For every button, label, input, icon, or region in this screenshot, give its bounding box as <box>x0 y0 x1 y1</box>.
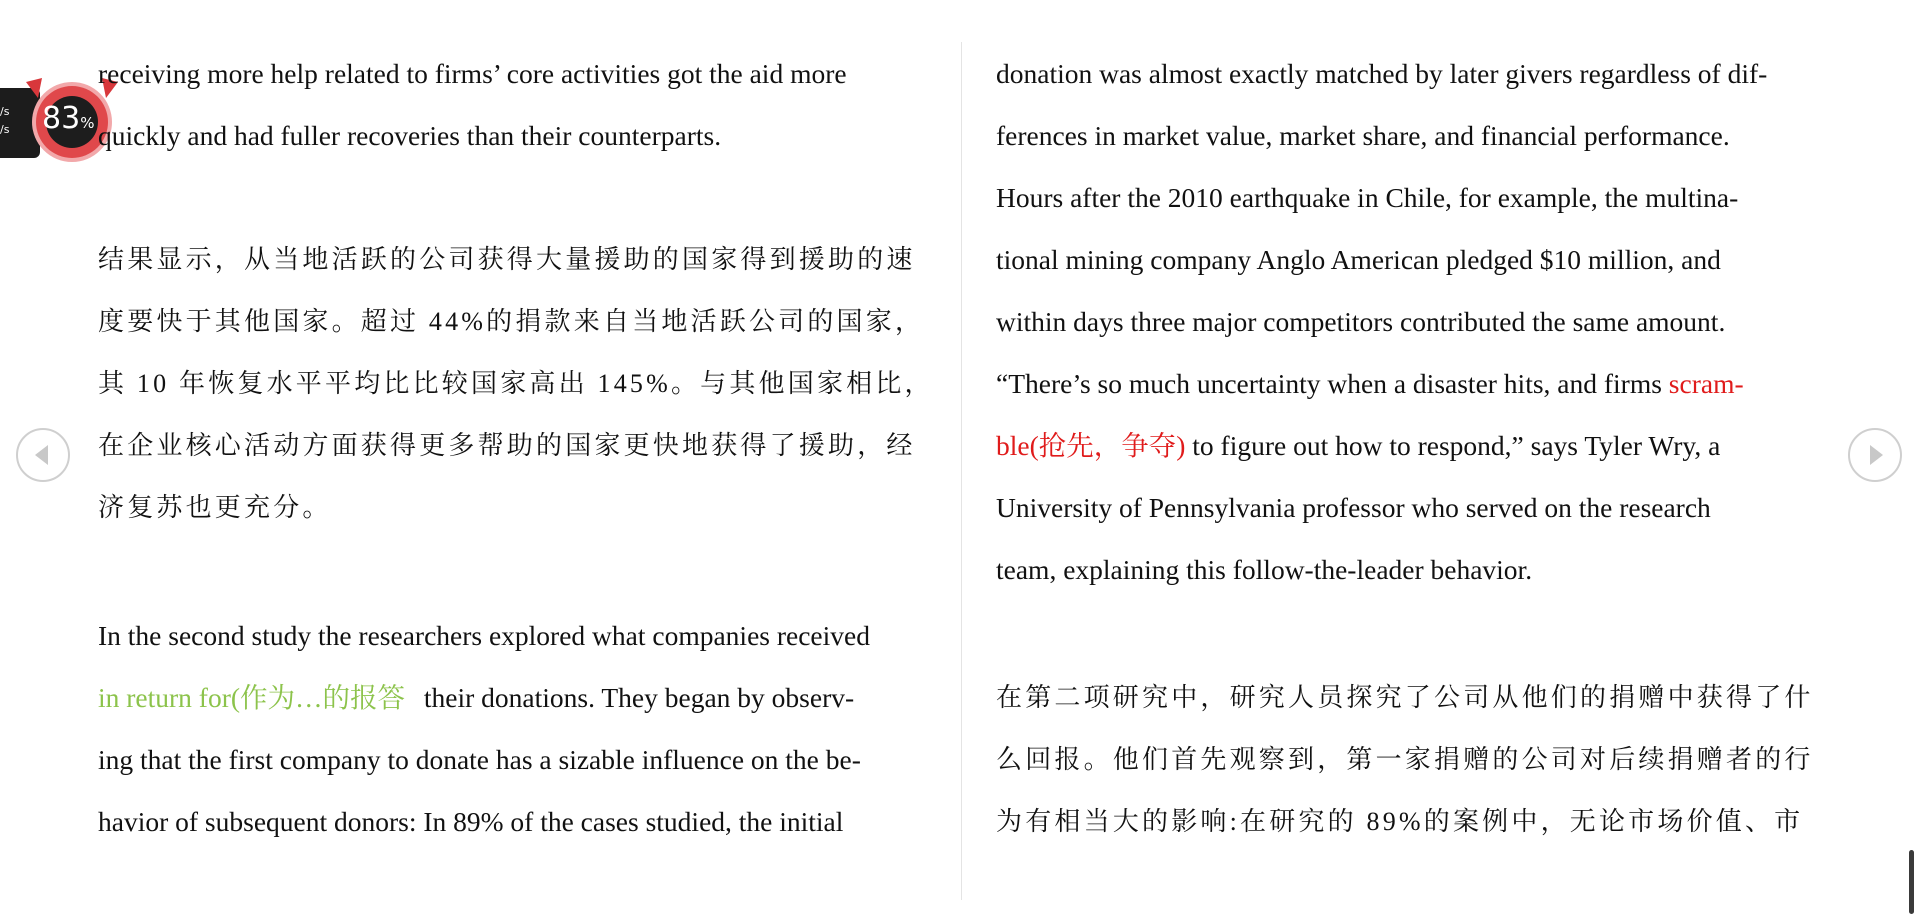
previous-page-button[interactable] <box>16 428 70 482</box>
vocab-highlight[interactable]: in return for(作为…的报答 <box>98 682 406 713</box>
text-line: havior of subsequent donors: In 89% of the cases studied, the initial <box>98 806 844 837</box>
chevron-right-icon <box>1850 430 1900 480</box>
next-page-button[interactable] <box>1848 428 1902 482</box>
text-line: receiving more help related to firms’ core activities got the aid more <box>98 58 847 89</box>
cn-text-line: 结果显示，从当地活跃的公司获得大量援助的国家得到援助的速 <box>98 245 916 274</box>
text-span: “There’s so much uncertainty when a disaster hits, and firms <box>996 368 1669 399</box>
vocab-highlight[interactable]: ble(抢先，争夺) <box>996 430 1186 461</box>
text-line: ing that the first company to donate has a sizable influence on the be- <box>98 744 861 775</box>
memory-usage-percent <box>42 102 102 140</box>
text-line <box>996 364 1744 404</box>
text-line: within days three major competitors contributed the same amount. <box>996 306 1726 337</box>
text-span: their donations. They began by observ- <box>423 682 855 713</box>
cn-text-line: 为有相当大的影响:在研究的 89%的案例中，无论市场价值、市 <box>996 807 1804 836</box>
right-page <box>996 0 1826 914</box>
chevron-left-icon <box>18 430 68 480</box>
cn-text-line: 么回报。他们首先观察到，第一家捐赠的公司对后续捐赠者的行 <box>996 745 1814 774</box>
page-divider <box>961 42 962 900</box>
text-line: University of Pennsylvania professor who served on the research <box>996 492 1711 523</box>
text-line: In the second study the researchers explored what companies received <box>98 620 870 651</box>
cn-text-line: 度要快于其他国家。超过 44%的捐款来自当地活跃公司的国家， <box>98 307 925 336</box>
left-page <box>98 0 934 914</box>
vocab-highlight[interactable]: scram- <box>1668 368 1744 399</box>
text-line: tional mining company Anglo American pledged $10 million, and <box>996 244 1721 275</box>
percent-value: 83 <box>42 101 81 136</box>
cn-text-line: 其 10 年恢复水平平均比比较国家高出 145%。与其他国家相比， <box>98 369 934 398</box>
cn-text-line: 在企业核心活动方面获得更多帮助的国家更快地获得了援助，经 <box>98 431 916 460</box>
text-line: quickly and had fuller recoveries than their counterparts. <box>98 120 722 151</box>
download-rate: /s <box>0 123 10 136</box>
text-line: donation was almost exactly matched by later givers regardless of dif- <box>996 58 1768 89</box>
upload-rate: /s <box>0 105 10 118</box>
text-line <box>98 678 854 718</box>
percent-symbol: % <box>80 114 95 132</box>
scrollbar-thumb[interactable] <box>1909 850 1914 914</box>
cn-text-line: 济复苏也更充分。 <box>98 493 332 522</box>
cn-text-line: 在第二项研究中，研究人员探究了公司从他们的捐赠中获得了什 <box>996 683 1814 712</box>
text-span: to figure out how to respond,” says Tyler Wry, a <box>1185 430 1721 461</box>
text-line: team, explaining this follow-the-leader behavior. <box>996 554 1533 585</box>
text-line: Hours after the 2010 earthquake in Chile, for example, the multina- <box>996 182 1739 213</box>
text-line: ferences in market value, market share, and financial performance. <box>996 120 1730 151</box>
text-line <box>996 426 1720 466</box>
